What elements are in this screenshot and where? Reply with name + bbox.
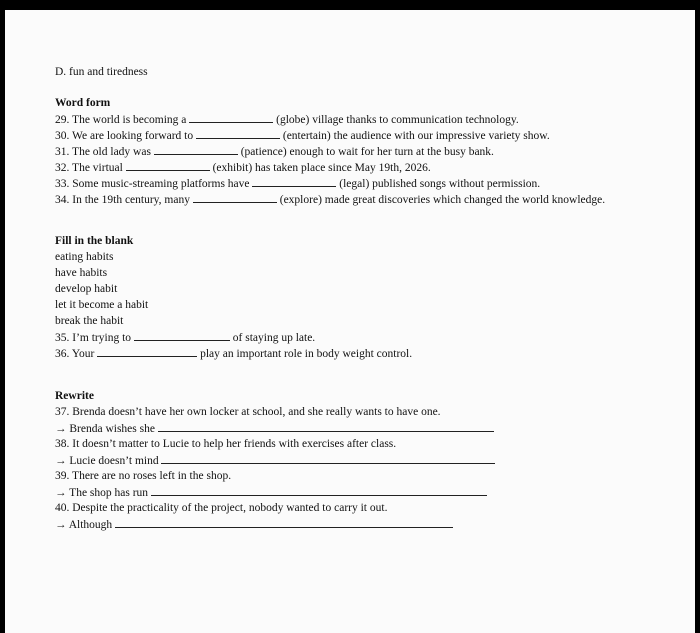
question-number: 39.: [55, 470, 70, 482]
answer-line[interactable]: [161, 452, 495, 464]
question-32: [55, 159, 431, 176]
question-text: The world is becoming a: [72, 114, 187, 126]
question-text: I’m trying to: [72, 332, 132, 344]
answer-blank[interactable]: [189, 111, 273, 123]
answer-blank[interactable]: [154, 143, 238, 155]
question-number: 35.: [55, 332, 70, 344]
question-30: [55, 127, 550, 144]
answer-blank[interactable]: [196, 127, 280, 139]
question-number: 29.: [55, 114, 70, 126]
question-text: It doesn’t matter to Lucie to help her friends with exercises after class.: [72, 438, 397, 450]
rewrite-37-answer: [55, 420, 494, 437]
question-number: 31.: [55, 146, 70, 158]
question-29: [55, 111, 519, 128]
question-text: (exhibit) has taken place since May 19th, 2026.: [212, 162, 431, 174]
word-form-heading: Word form: [55, 97, 111, 109]
question-text: play an important role in body weight control.: [200, 348, 413, 360]
rewrite-prompt: → Brenda wishes she: [55, 423, 155, 435]
answer-blank[interactable]: [193, 191, 277, 203]
answer-blank[interactable]: [134, 329, 230, 341]
question-text: of staying up late.: [232, 332, 316, 344]
question-number: 37.: [55, 406, 70, 418]
answer-blank[interactable]: [97, 345, 197, 357]
question-37: [55, 404, 441, 420]
question-text: Brenda doesn’t have her own locker at school, and she really wants to have one.: [72, 406, 441, 418]
worksheet-page: [5, 10, 695, 633]
rewrite-38-answer: [55, 452, 495, 469]
answer-line[interactable]: [158, 420, 494, 432]
question-34: [55, 191, 605, 208]
question-text: Your: [71, 348, 95, 360]
question-36: [55, 345, 412, 362]
question-39: [55, 468, 231, 484]
option-develop-habit: develop habit: [55, 283, 118, 295]
question-38: [55, 436, 396, 452]
question-text: (legal) published songs without permission.: [339, 178, 541, 190]
fill-blank-heading: Fill in the blank: [55, 235, 134, 247]
question-33: [55, 175, 540, 192]
question-text: Some music-streaming platforms have: [72, 178, 250, 190]
rewrite-40-answer: [55, 516, 453, 533]
question-text: (entertain) the audience with our impressive variety show.: [282, 130, 550, 142]
answer-line[interactable]: [115, 516, 453, 528]
question-text: In the 19th century, many: [72, 194, 190, 206]
question-number: 36.: [55, 348, 70, 360]
question-35: [55, 329, 315, 346]
answer-blank[interactable]: [126, 159, 210, 171]
question-text: (patience) enough to wait for her turn at the busy bank.: [240, 146, 494, 158]
question-number: 38.: [55, 438, 70, 450]
question-number: 32.: [55, 162, 70, 174]
answer-blank[interactable]: [252, 175, 336, 187]
option-let-it-become-habit: let it become a habit: [55, 299, 149, 311]
question-text: Despite the practicality of the project, nobody wanted to carry it out.: [72, 502, 388, 514]
question-text: (globe) village thanks to communication technology.: [276, 114, 519, 126]
question-number: 34.: [55, 194, 70, 206]
question-text: There are no roses left in the shop.: [72, 470, 232, 482]
question-number: 33.: [55, 178, 70, 190]
question-number: 40.: [55, 502, 70, 514]
question-31: [55, 143, 494, 160]
rewrite-heading: Rewrite: [55, 390, 94, 402]
question-text: The virtual: [72, 162, 123, 174]
rewrite-prompt: → The shop has run: [55, 487, 149, 499]
question-text: We are looking forward to: [72, 130, 194, 142]
answer-line[interactable]: [151, 484, 487, 496]
option-break-the-habit: break the habit: [55, 315, 124, 327]
question-40: [55, 500, 387, 516]
option-eating-habits: eating habits: [55, 251, 114, 263]
rewrite-prompt: → Lucie doesn’t mind: [55, 455, 159, 467]
question-text: (explore) made great discoveries which changed the world knowledge.: [279, 194, 606, 206]
rewrite-39-answer: [55, 484, 487, 501]
option-have-habits: have habits: [55, 267, 108, 279]
question-number: 30.: [55, 130, 70, 142]
option-d: D. fun and tiredness: [55, 66, 148, 78]
rewrite-prompt: → Although: [55, 519, 113, 531]
question-text: The old lady was: [72, 146, 151, 158]
